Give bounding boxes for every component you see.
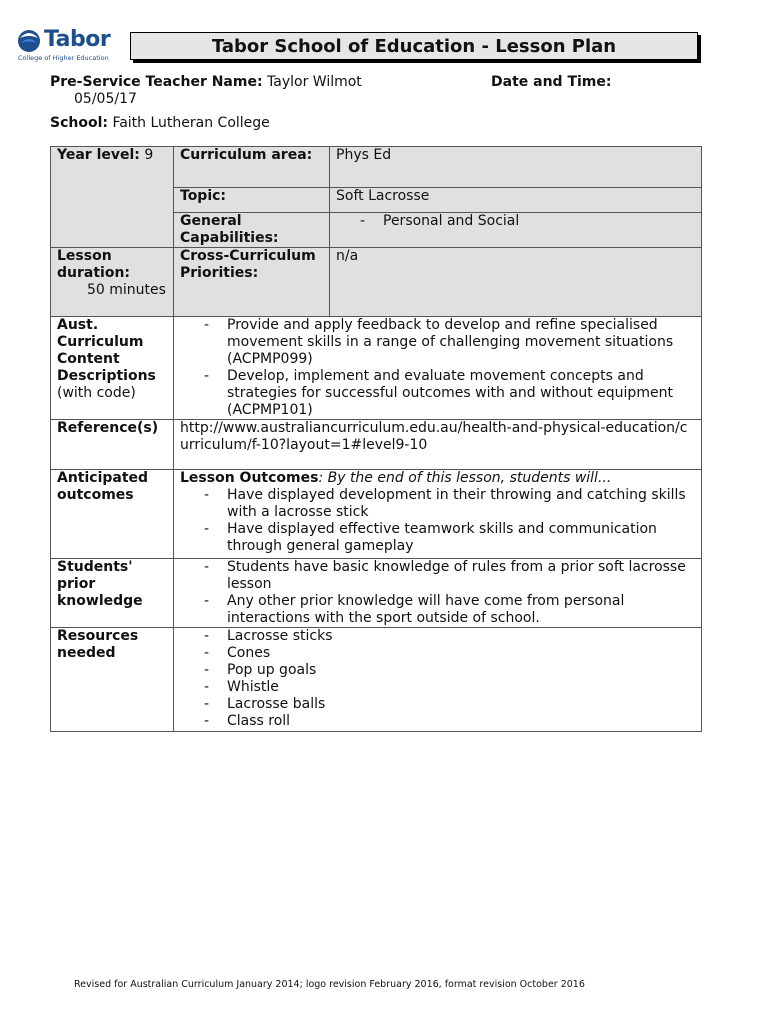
- list-item: - Class roll: [180, 713, 695, 730]
- school-label: School:: [50, 115, 108, 131]
- date-label: Date and Time:: [491, 74, 612, 90]
- table-row: [51, 470, 702, 559]
- cross-curriculum-value: n/a: [330, 248, 702, 317]
- capabilities-value: [330, 213, 702, 248]
- content-descriptions-value: [174, 317, 702, 420]
- list-item: - Provide and apply feedback to develop and refine specialised movement skills in a range of challenging movement situations (ACPMP099): [180, 317, 695, 368]
- capabilities-label: General Capabilities:: [174, 213, 330, 248]
- list-item: - Personal and Social: [336, 213, 695, 230]
- reference-value: http://www.australiancurriculum.edu.au/health-and-physical-education/curriculum/f-10?layout=1#level9-10: [174, 420, 702, 470]
- logo-wordmark: Tabor: [44, 27, 111, 52]
- outcomes-intro: Lesson Outcomes: By the end of this lesson, students will...: [180, 470, 612, 486]
- year-level-label: Year level:: [57, 147, 140, 163]
- anticipated-outcomes-value: [174, 470, 702, 559]
- revision-footer: Revised for Australian Curriculum January 2014; logo revision February 2016, format revision October 2016: [74, 979, 585, 990]
- resources-list: [180, 628, 695, 730]
- school-row: [50, 115, 270, 131]
- table-row: [51, 317, 702, 420]
- content-descriptions-cell: [51, 317, 174, 420]
- content-descriptions-sublabel: (with code): [57, 385, 136, 401]
- teacher-name-row: [50, 74, 362, 90]
- list-item: - Any other prior knowledge will have come from personal interactions with the sport outside of school.: [180, 593, 695, 627]
- reference-label: Reference(s): [51, 420, 174, 470]
- table-row: [51, 147, 702, 188]
- table-row: [51, 628, 702, 732]
- resources-value: [174, 628, 702, 732]
- prior-knowledge-label: Students' prior knowledge: [51, 559, 174, 628]
- page-title: Tabor School of Education - Lesson Plan: [130, 32, 698, 60]
- list-item: - Lacrosse balls: [180, 696, 695, 713]
- duration-label: Lesson duration:: [57, 248, 131, 281]
- content-descriptions-list: [180, 317, 695, 419]
- lesson-plan-table: [50, 146, 702, 732]
- list-item: - Have displayed development in their throwing and catching skills with a lacrosse stick: [180, 487, 695, 521]
- content-descriptions-label: Aust. Curriculum Content Descriptions: [57, 317, 156, 384]
- year-level-value: 9: [144, 147, 154, 163]
- list-item: - Students have basic knowledge of rules from a prior soft lacrosse lesson: [180, 559, 695, 593]
- list-item: - Pop up goals: [180, 662, 695, 679]
- list-item: - Develop, implement and evaluate movement concepts and strategies for successful outcomes with and without equipment (ACPMP101): [180, 368, 695, 419]
- teacher-name-value: Taylor Wilmot: [267, 74, 362, 90]
- list-item: - Cones: [180, 645, 695, 662]
- date-value: 05/05/17: [74, 91, 137, 107]
- duration-value: 50 minutes: [87, 282, 166, 298]
- table-row: [51, 559, 702, 628]
- list-item: - Lacrosse sticks: [180, 628, 695, 645]
- topic-label: Topic:: [174, 188, 330, 213]
- topic-value: Soft Lacrosse: [330, 188, 702, 213]
- list-item: - Have displayed effective teamwork skills and communication through general gameplay: [180, 521, 695, 555]
- prior-knowledge-list: [180, 559, 695, 627]
- curriculum-area-value: Phys Ed: [330, 147, 702, 188]
- prior-knowledge-value: [174, 559, 702, 628]
- outcomes-list: [180, 487, 695, 555]
- teacher-name-label: Pre-Service Teacher Name:: [50, 74, 263, 90]
- table-row: [51, 420, 702, 470]
- list-item: - Whistle: [180, 679, 695, 696]
- logo-tagline: College of Higher Education: [18, 54, 109, 62]
- cross-curriculum-label: Cross-Curriculum Priorities:: [174, 248, 330, 317]
- table-row: [51, 248, 702, 317]
- school-value: Faith Lutheran College: [112, 115, 270, 131]
- curriculum-area-label: Curriculum area:: [174, 147, 330, 188]
- anticipated-outcomes-label: Anticipated outcomes: [51, 470, 174, 559]
- duration-cell: [51, 248, 174, 317]
- capabilities-list: [336, 213, 695, 230]
- year-level-cell: [51, 147, 174, 248]
- resources-label: Resources needed: [51, 628, 174, 732]
